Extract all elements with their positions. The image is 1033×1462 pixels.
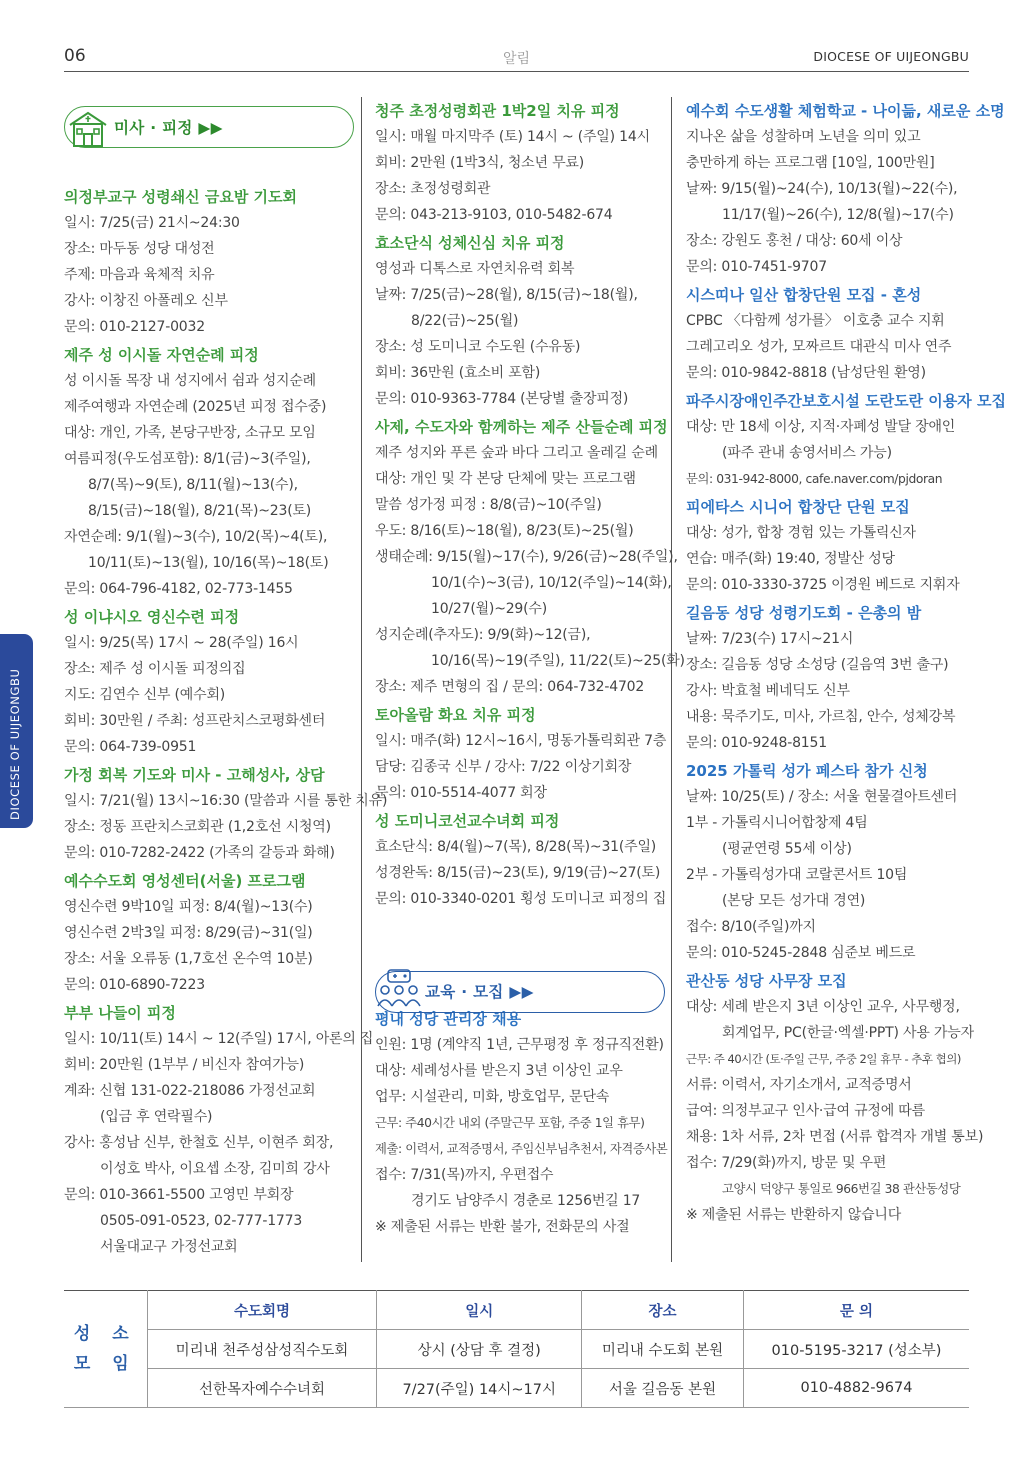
notice-line: 10/1(수)~3(금), 10/12(주일)~14(화), [431, 575, 672, 591]
notice-line: 지도: 김연수 신부 (예수회) [64, 687, 226, 703]
notice-line: 충만하게 하는 프로그램 [10일, 100만원] [686, 155, 935, 171]
notice-block [686, 494, 976, 598]
table-cell: 선한목자예수수녀회 [147, 1369, 377, 1408]
notice-line: 급여: 의정부교구 인사·급여 규정에 따름 [686, 1103, 925, 1119]
notice-title: 사제, 수도자와 함께하는 제주 산들순례 피정 [375, 418, 668, 436]
notice-title: 부부 나들이 피정 [64, 1004, 176, 1022]
church-icon [66, 108, 110, 148]
notice-line: 여름피정(우도섬포함): 8/1(금)~3(주일), [64, 451, 311, 467]
section-header-mass [64, 98, 354, 182]
notice-title: 예수회 수도생활 체험학교 - 나이듦, 새로운 소명 [686, 102, 1005, 120]
notice-line: 강사: 이창진 아폴레오 신부 [64, 293, 228, 309]
notice-line: (본당 모든 성가대 경연) [722, 893, 866, 909]
notice-line: 영신수련 9박10일 피정: 8/4(월)~13(수) [64, 899, 313, 915]
notice-block [686, 968, 984, 1228]
table-cell: 서울 길음동 본원 [582, 1369, 744, 1408]
notice-line: 장소: 정동 프란치스코회관 (1,2호선 시청역) [64, 819, 331, 835]
notice-block [375, 702, 665, 806]
notice-line: 대상: 세례 받은지 3년 이상인 교우, 사무행정, [686, 999, 960, 1015]
column-3 [686, 98, 1006, 1228]
notice-title: 제주 성 이시돌 자연순례 피정 [64, 346, 259, 364]
notice-line: 문의: 010-3340-0201 횡성 도미니코 피정의 집 [375, 891, 667, 907]
notice-line: 영신수련 2박3일 피정: 8/29(금)~31(일) [64, 925, 313, 941]
column-header: 수도회명 [147, 1291, 377, 1330]
notice-line: 대상: 성가, 합창 경험 있는 가톨릭신자 [686, 525, 916, 541]
notice-line: 날짜: 7/23(수) 17시~21시 [686, 631, 854, 647]
notice-line: 10/27(월)~29(수) [431, 601, 547, 617]
notice-line: 성지순례(추자도): 9/9(화)~12(금), [375, 627, 591, 643]
notice-block [64, 184, 354, 340]
notice-line: 11/17(월)~26(수), 12/8(월)~17(수) [722, 207, 954, 223]
notice-block [686, 758, 976, 966]
notice-line: 문의: 010-7451-9707 [686, 259, 827, 275]
table-cell: 미리내 천주성삼성직수도회 [147, 1330, 377, 1369]
notice-line: ※ 제출된 서류는 반환하지 않습니다 [686, 1207, 902, 1223]
notice-line: 8/7(목)~9(토), 8/11(월)~13(수), [88, 477, 298, 493]
notice-line: 날짜: 10/25(토) / 장소: 서울 현물결아트센터 [686, 789, 958, 805]
table-cell: 미리내 수도회 본원 [582, 1330, 744, 1369]
column-2 [375, 98, 685, 1240]
notice-line: 성경완독: 8/15(금)~23(토), 9/19(금)~27(토) [375, 865, 661, 881]
notice-title: 관산동 성당 사무장 모집 [686, 972, 847, 990]
notices-col2b [375, 1006, 668, 1240]
notice-line: 대상: 개인, 가족, 본당구반장, 소규모 모임 [64, 425, 316, 441]
notice-line: 8/22(금)~25(월) [411, 313, 519, 329]
column-header: 장소 [582, 1291, 744, 1330]
notice-line: 계좌: 신협 131-022-218086 가정선교회 [64, 1083, 316, 1099]
notice-line: 접수: 7/31(목)까지, 우편접수 [375, 1167, 554, 1183]
column-header: 일시 [377, 1291, 582, 1330]
table-cell: 010-4882-9674 [743, 1369, 969, 1408]
notice-block [375, 414, 685, 700]
notice-block [375, 808, 665, 912]
notices-col1 [64, 184, 388, 1260]
notice-title: 청주 초정성령회관 1박2일 치유 피정 [375, 102, 620, 120]
notice-line: 문의: 031-942-8000, cafe.naver.com/pjdoran [686, 472, 943, 486]
notice-line: 날짜: 9/15(월)~24(수), 10/13(월)~22(수), [686, 181, 958, 197]
notice-block [686, 98, 1005, 280]
table-cell: 7/27(주일) 14시~17시 [377, 1369, 582, 1408]
notice-line: 문의: 064-796-4182, 02-773-1455 [64, 581, 293, 597]
notice-block [375, 98, 665, 228]
notice-line: 문의: 010-7282-2422 (가족의 갈등과 화해) [64, 845, 335, 861]
notice-block [375, 1006, 668, 1240]
notice-line: 회비: 30만원 / 주최: 성프란치스코평화센터 [64, 713, 326, 729]
notice-title: 효소단식 성체신심 치유 피정 [375, 234, 565, 252]
notice-line: 1부 - 가톨릭시니어합창제 4팀 [686, 815, 868, 831]
table-label-line: 모 임 [73, 1354, 137, 1374]
notice-line: 제주여행과 자연순례 (2025년 피정 접수중) [64, 399, 327, 415]
notice-title: 파주시장애인주간보호시설 도란도란 이용자 모집 [686, 392, 1006, 410]
notice-line: 서울대교구 가정선교회 [100, 1239, 238, 1255]
notice-line: 문의: 010-3661-5500 고영민 부회장 [64, 1187, 294, 1203]
notice-title: 피에타스 시니어 합창단 단원 모집 [686, 498, 910, 516]
vocation-meeting-table [64, 1290, 969, 1408]
notice-block [64, 342, 354, 602]
publisher-name: DIOCESE OF UIJEONGBU [813, 49, 969, 64]
side-tab-label: DIOCESE OF UIJEONGBU [8, 668, 22, 820]
notice-line: 접수: 7/29(화)까지, 방문 및 우편 [686, 1155, 887, 1171]
table-cell: 상시 (상담 후 결정) [377, 1330, 582, 1369]
notice-line: 회비: 36만원 (효소비 포함) [375, 365, 541, 381]
notice-line: 경기도 남양주시 경춘로 1256번길 17 [411, 1193, 641, 1209]
page-number: 06 [64, 46, 86, 66]
notice-line: 장소: 강원도 홍천 / 대상: 60세 이상 [686, 233, 903, 249]
notice-block [64, 868, 354, 998]
notice-line: ※ 제출된 서류는 반환 불가, 전화문의 사절 [375, 1219, 630, 1235]
notice-line: 그레고리오 성가, 모짜르트 대관식 미사 연주 [686, 339, 952, 355]
notice-line: 날짜: 7/25(금)~28(월), 8/15(금)~18(월), [375, 287, 638, 303]
notice-line: 일시: 매월 마지막주 (토) 14시 ~ (주일) 14시 [375, 129, 650, 145]
notice-title: 2025 가톨릭 성가 페스타 참가 신청 [686, 762, 928, 780]
notice-title: 성 이냐시오 영신수련 피정 [64, 608, 240, 626]
notice-line: 일시: 10/11(토) 14시 ~ 12(주일) 17시, 아론의 집 [64, 1031, 374, 1047]
notice-line: (평균연령 55세 이상) [722, 841, 852, 857]
notice-line: 문의: 010-9363-7784 (본당별 출장피정) [375, 391, 629, 407]
notice-line: 대상: 만 18세 이상, 지적·자폐성 발달 장애인 [686, 419, 956, 435]
notice-title: 길음동 성당 성령기도회 - 은총의 밤 [686, 604, 922, 622]
notice-line: (파주 관내 송영서비스 가능) [722, 445, 892, 461]
notice-line: 8/15(금)~18(월), 8/21(목)~23(토) [88, 503, 312, 519]
notice-line: 10/11(토)~13(월), 10/16(목)~18(토) [88, 555, 329, 571]
notice-line: 문의: 010-5245-2848 심준보 베드로 [686, 945, 916, 961]
notice-line: 문의: 064-739-0951 [64, 739, 197, 755]
notice-block [686, 282, 976, 386]
notice-line: 장소: 제주 면형의 집 / 문의: 064-732-4702 [375, 679, 645, 695]
notice-line: 업무: 시설관리, 미화, 방호업무, 문단속 [375, 1089, 610, 1105]
notice-line: 0505-091-0523, 02-777-1773 [100, 1213, 303, 1229]
table-label [64, 1291, 147, 1408]
notice-line: 문의: 043-213-9103, 010-5482-674 [375, 207, 613, 223]
notice-line: 지나온 삶을 성찰하며 노년을 의미 있고 [686, 129, 921, 145]
notice-line: 장소: 제주 성 이시돌 피정의집 [64, 661, 246, 677]
notice-line: 근무: 주 40시간 (토·주일 근무, 주중 2일 휴무 - 추후 협의) [686, 1052, 961, 1066]
table-header-row [64, 1291, 969, 1330]
notice-block [686, 388, 1006, 492]
notice-line: 우도: 8/16(토)~18(월), 8/23(토)~25(월) [375, 523, 634, 539]
notice-line: 성 이시돌 목장 내 성지에서 쉼과 성지순례 [64, 373, 317, 389]
notice-line: 장소: 길음동 성당 소성당 (길음역 3번 출구) [686, 657, 949, 673]
notice-line: 문의: 010-9248-8151 [686, 735, 827, 751]
notice-line: 근무: 주40시간 내외 (주말근무 포함, 주중 1일 휴무) [375, 1116, 645, 1130]
notice-line: 서류: 이력서, 자기소개서, 교적증명서 [686, 1077, 912, 1093]
notice-block [64, 1000, 374, 1260]
notice-line: 자연순례: 9/1(월)~3(수), 10/2(목)~4(토), [64, 529, 328, 545]
notice-line: 회계업무, PC(한글·엑셀·PPT) 사용 가능자 [722, 1025, 974, 1041]
column-1 [64, 98, 388, 1260]
group-icon [377, 968, 421, 1008]
notice-line: 장소: 서울 오류동 (1,7호선 온수역 10분) [64, 951, 313, 967]
notice-block [686, 600, 976, 756]
section-header-education [375, 912, 665, 1006]
notice-line: 문의: 010-5514-4077 회장 [375, 785, 547, 801]
notice-title: 평내 성당 관리장 채용 [375, 1010, 522, 1028]
notice-line: 장소: 초정성령회관 [375, 181, 491, 197]
notice-line: 담당: 김종국 신부 / 강사: 7/22 이상기회장 [375, 759, 632, 775]
notice-line: 효소단식: 8/4(월)~7(목), 8/28(목)~31(주일) [375, 839, 657, 855]
notices-col2a [375, 98, 685, 912]
notice-line: 내용: 묵주기도, 미사, 가르침, 안수, 성체강복 [686, 709, 956, 725]
column-divider [361, 97, 362, 1262]
notice-title: 시스띠나 일산 합창단원 모집 - 혼성 [686, 286, 922, 304]
section-title: 교육 · 모집 ▶▶ [425, 983, 534, 1001]
notice-line: 대상: 개인 및 각 본당 단체에 맞는 프로그램 [375, 471, 636, 487]
notice-block [64, 604, 354, 760]
notice-line: 이성호 박사, 이요셉 소장, 김미희 강사 [100, 1161, 330, 1177]
notice-line: 인원: 1명 (계약직 1년, 근무평정 후 정규직전환) [375, 1037, 664, 1053]
table-row [64, 1330, 969, 1369]
notice-line: 고양시 덕양구 통일로 966번길 38 관산동성당 [722, 1182, 961, 1196]
notice-block [375, 230, 665, 412]
notice-line: CPBC 〈다함께 성가를〉 이호충 교수 지휘 [686, 313, 945, 329]
notice-line: 대상: 세례성사를 받은지 3년 이상인 교우 [375, 1063, 623, 1079]
notice-title: 예수수도회 영성센터(서울) 프로그램 [64, 872, 306, 890]
notice-line: 일시: 9/25(목) 17시 ~ 28(주일) 16시 [64, 635, 299, 651]
notice-line: 제출: 이력서, 교적증명서, 주임신부님추천서, 자격증사본 [375, 1142, 668, 1156]
notice-line: 일시: 7/21(월) 13시~16:30 (말씀과 시를 통한 치유) [64, 793, 388, 809]
header-divider [64, 71, 969, 72]
notice-line: 문의: 010-6890-7223 [64, 977, 205, 993]
notices-col3 [686, 98, 1006, 1228]
column-header: 문 의 [743, 1291, 969, 1330]
notice-line: 문의: 010-3330-3725 이경원 베드로 지휘자 [686, 577, 960, 593]
notice-line: 영성과 디톡스로 자연치유력 회복 [375, 261, 575, 277]
notice-line: 연습: 매주(화) 19:40, 정발산 성당 [686, 551, 895, 567]
notice-line: 채용: 1차 서류, 2차 면접 (서류 합격자 개별 통보) [686, 1129, 984, 1145]
section-name: 알림 [502, 51, 531, 67]
table-cell: 010-5195-3217 (성소부) [743, 1330, 969, 1369]
notice-line: 문의: 010-2127-0032 [64, 319, 205, 335]
notice-block [64, 762, 388, 866]
notice-line: 접수: 8/10(주일)까지 [686, 919, 816, 935]
notice-title: 성 도미니코선교수녀회 피정 [375, 812, 560, 830]
notice-line: 일시: 매주(화) 12시~16시, 명동가톨릭회관 7층 [375, 733, 667, 749]
column-divider [671, 97, 672, 1262]
notice-line: 주제: 마음과 육체적 치유 [64, 267, 215, 283]
notice-line: 생태순례: 9/15(월)~17(수), 9/26(금)~28(주일), [375, 549, 678, 565]
notice-title: 가정 회복 기도와 미사 - 고해성사, 상담 [64, 766, 325, 784]
notice-line: 회비: 20만원 (1부부 / 비신자 참여가능) [64, 1057, 305, 1073]
notice-line: 강사: 박효철 베네딕도 신부 [686, 683, 850, 699]
notice-line: (입금 후 연락필수) [100, 1109, 213, 1125]
notice-line: 10/16(목)~19(주일), 11/22(토)~25(화) [431, 653, 685, 669]
notice-line: 말씀 성가정 피정 : 8/8(금)~10(주일) [375, 497, 602, 513]
notice-line: 강사: 홍성남 신부, 한철호 신부, 이현주 회장, [64, 1135, 334, 1151]
notice-line: 2부 - 가톨릭성가대 코랄콘서트 10팀 [686, 867, 908, 883]
table-label-line: 성 소 [73, 1324, 137, 1344]
notice-title: 의정부교구 성령쇄신 금요밤 기도회 [64, 188, 298, 206]
notice-line: 문의: 010-9842-8818 (남성단원 환영) [686, 365, 926, 381]
notice-line: 장소: 성 도미니코 수도원 (수유동) [375, 339, 581, 355]
section-title: 미사 · 피정 ▶▶ [114, 119, 223, 137]
table-row [64, 1369, 969, 1408]
notice-line: 회비: 2만원 (1박3식, 청소년 무료) [375, 155, 584, 171]
notice-line: 일시: 7/25(금) 21시~24:30 [64, 215, 240, 231]
notice-title: 토아올람 화요 치유 피정 [375, 706, 536, 724]
notice-line: 장소: 마두동 성당 대성전 [64, 241, 215, 257]
notice-line: 제주 성지와 푸른 숲과 바다 그리고 올레길 순례 [375, 445, 658, 461]
